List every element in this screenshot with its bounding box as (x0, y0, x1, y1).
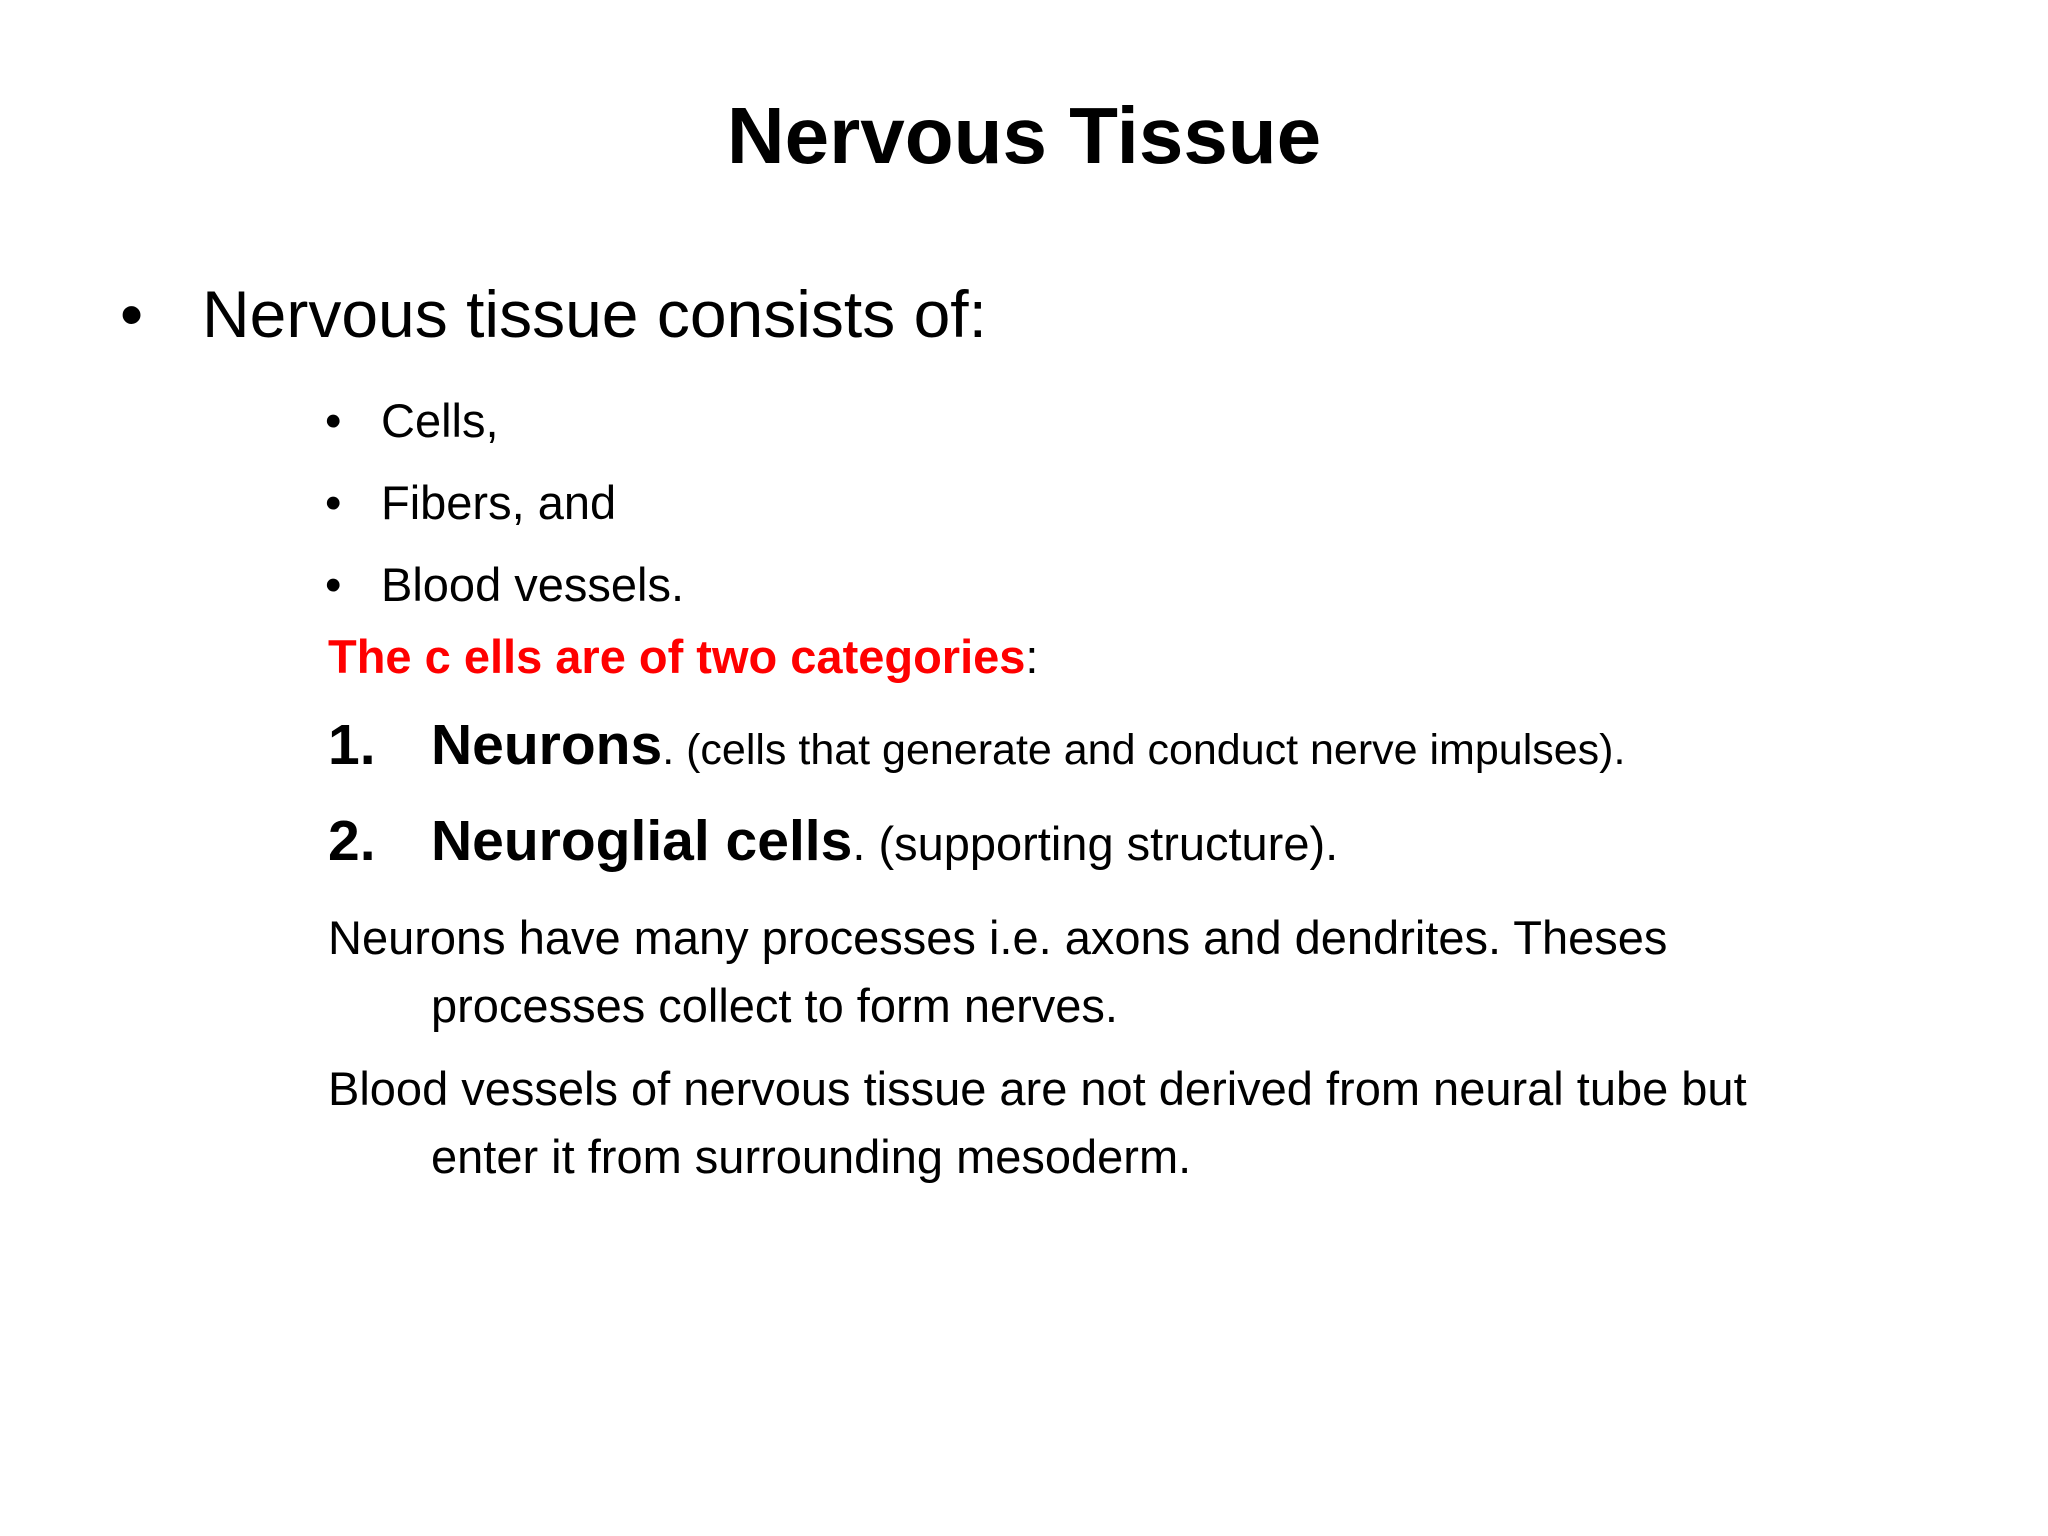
categories-heading (328, 620, 1038, 694)
numbered-item-neurons (328, 712, 1625, 778)
item-number: 2. (328, 809, 376, 873)
list-item-text: Blood vessels. (381, 558, 685, 611)
bullet-icon: • (325, 476, 342, 529)
list-item-text: Cells, (381, 394, 499, 447)
main-bullet-text: Nervous tissue consists of: (202, 277, 987, 351)
item-description: . (cells that generate and conduct nerve impulses). (662, 726, 1626, 774)
bullet-icon: • (325, 558, 342, 611)
list-item (325, 544, 684, 626)
item-term: Neuroglial cells (431, 809, 853, 873)
item-term: Neurons (431, 713, 663, 777)
paragraph-line: Blood vessels of nervous tissue are not derived from neural tube but (328, 1062, 1747, 1115)
item-description: . (supporting structure). (852, 817, 1339, 870)
bullet-icon: • (325, 394, 342, 447)
bullet-icon: • (120, 277, 144, 351)
paragraph-neurons-processes (328, 904, 1968, 1040)
sub-list (325, 380, 684, 626)
main-bullet (120, 274, 987, 354)
numbered-item-neuroglial (328, 808, 1338, 874)
paragraph-line: enter it from surrounding mesoderm. (431, 1130, 1192, 1183)
item-number: 1. (328, 713, 376, 777)
list-item (325, 380, 684, 462)
paragraph-blood-vessels (328, 1055, 1968, 1191)
categories-colon: : (1025, 630, 1039, 683)
slide-title: Nervous Tissue (726, 91, 1322, 180)
list-item-text: Fibers, and (381, 476, 617, 529)
categories-heading-text: The c ells are of two categories (328, 630, 1026, 683)
paragraph-line: Neurons have many processes i.e. axons and dendrites. Theses (328, 911, 1668, 964)
list-item (325, 462, 684, 544)
paragraph-line: processes collect to form nerves. (431, 979, 1118, 1032)
